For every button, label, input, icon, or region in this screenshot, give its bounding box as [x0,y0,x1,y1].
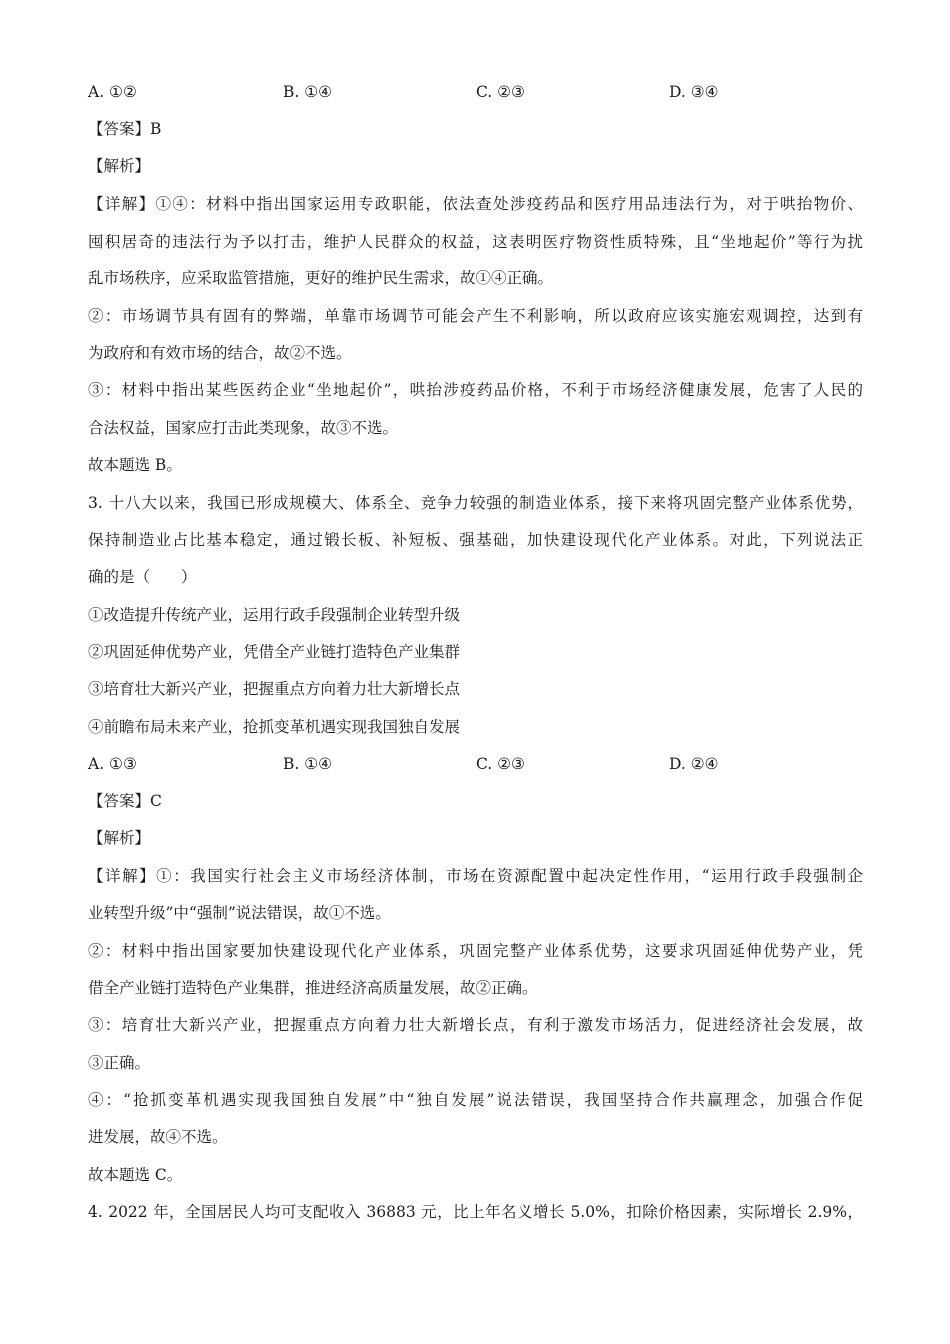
q3-analysis-line: 【详解】①：我国实行社会主义市场经济体制，市场在资源配置中起决定性作用，“运用行政手段强制企 [88,867,863,885]
q2-option-c[interactable]: C. ②③ [476,83,525,101]
q3-option-b[interactable]: B. ①④ [283,755,333,773]
q3-item-2: ②巩固延伸优势产业，凭借全产业链打造特色产业集群 [88,643,461,661]
q3-analysis-line: 业转型升级”中“强制”说法错误，故①不选。 [88,904,391,922]
q3-analysis-line: 借全产业链打造特色产业集群，推进经济高质量发展，故②正确。 [88,979,538,997]
q3-analysis-line: ④：“抢抓变革机遇实现我国独自发展”中“独自发展”说法错误，我国坚持合作共赢理念，加强合作促 [88,1091,863,1109]
q2-analysis-line: 乱市场秩序，应采取监管措施，更好的维护民生需求，故①④正确。 [88,269,554,287]
q2-analysis-line: 为政府和有效市场的结合，故②不选。 [88,344,352,362]
q3-analysis-line: ②：材料中指出国家要加快建设现代化产业体系，巩固完整产业体系优势，这要求巩固延伸优势产业，凭 [88,942,863,960]
q2-option-a[interactable]: A. ①② [88,83,137,101]
q3-option-d[interactable]: D. ②④ [669,755,719,773]
q3-option-a[interactable]: A. ①③ [88,755,137,773]
q2-conclusion: 故本题选 B。 [88,456,182,474]
q3-analysis-line: ③正确。 [88,1054,151,1072]
q2-option-d[interactable]: D. ③④ [669,83,719,101]
q2-analysis-line: 囤积居奇的违法行为予以打击，维护人民群众的权益，这表明医疗物资性质特殊，且“坐地起价”等行为扰 [88,233,863,251]
q3-stem-line: 保持制造业占比基本稳定，通过锻长板、补短板、强基础，加快建设现代化产业体系。对此，下列说法正 [88,531,863,549]
q3-item-1: ①改造提升传统产业，运用行政手段强制企业转型升级 [88,606,461,624]
q2-analysis-line: 合法权益，国家应打击此类现象，故③不选。 [88,419,399,437]
q2-analysis-label: 【解析】 [88,157,151,175]
q3-conclusion: 故本题选 C。 [88,1166,183,1184]
q3-item-3: ③培育壮大新兴产业，把握重点方向着力壮大新增长点 [88,680,461,698]
q3-answer: 【答案】C [88,792,162,810]
q3-stem-line: 确的是（ ） [88,568,197,586]
q2-analysis-line: ③：材料中指出某些医药企业“坐地起价”，哄抬涉疫药品价格，不利于市场经济健康发展，危害了人民的 [88,381,863,399]
q3-analysis-line: ③：培育壮大新兴产业，把握重点方向着力壮大新增长点，有利于激发市场活力，促进经济社会发展，故 [88,1016,863,1034]
q3-analysis-line: 进发展，故④不选。 [88,1128,228,1146]
q3-analysis-label: 【解析】 [88,829,151,847]
q2-answer: 【答案】B [88,120,162,138]
q3-stem-line: 3. 十八大以来，我国已形成规模大、体系全、竞争力较强的制造业体系，接下来将巩固完整产业体系优势， [88,494,863,512]
q3-option-c[interactable]: C. ②③ [476,755,525,773]
q2-analysis-line: ②：市场调节具有固有的弊端，单靠市场调节可能会产生不利影响，所以政府应该实施宏观调控，达到有 [88,307,863,325]
q3-options [88,753,888,775]
q3-item-4: ④前瞻布局未来产业，抢抓变革机遇实现我国独自发展 [88,718,461,736]
q2-options [88,81,888,103]
q2-option-b[interactable]: B. ①④ [283,83,333,101]
q4-stem-line: 4. 2022 年，全国居民人均可支配收入 36883 元，比上年名义增长 5.0%，扣除价格因素，实际增长 2.9%， [88,1203,863,1221]
q2-analysis-line: 【详解】①④：材料中指出国家运用专政职能，依法查处涉疫药品和医疗用品违法行为，对于哄抬物价、 [88,195,863,213]
